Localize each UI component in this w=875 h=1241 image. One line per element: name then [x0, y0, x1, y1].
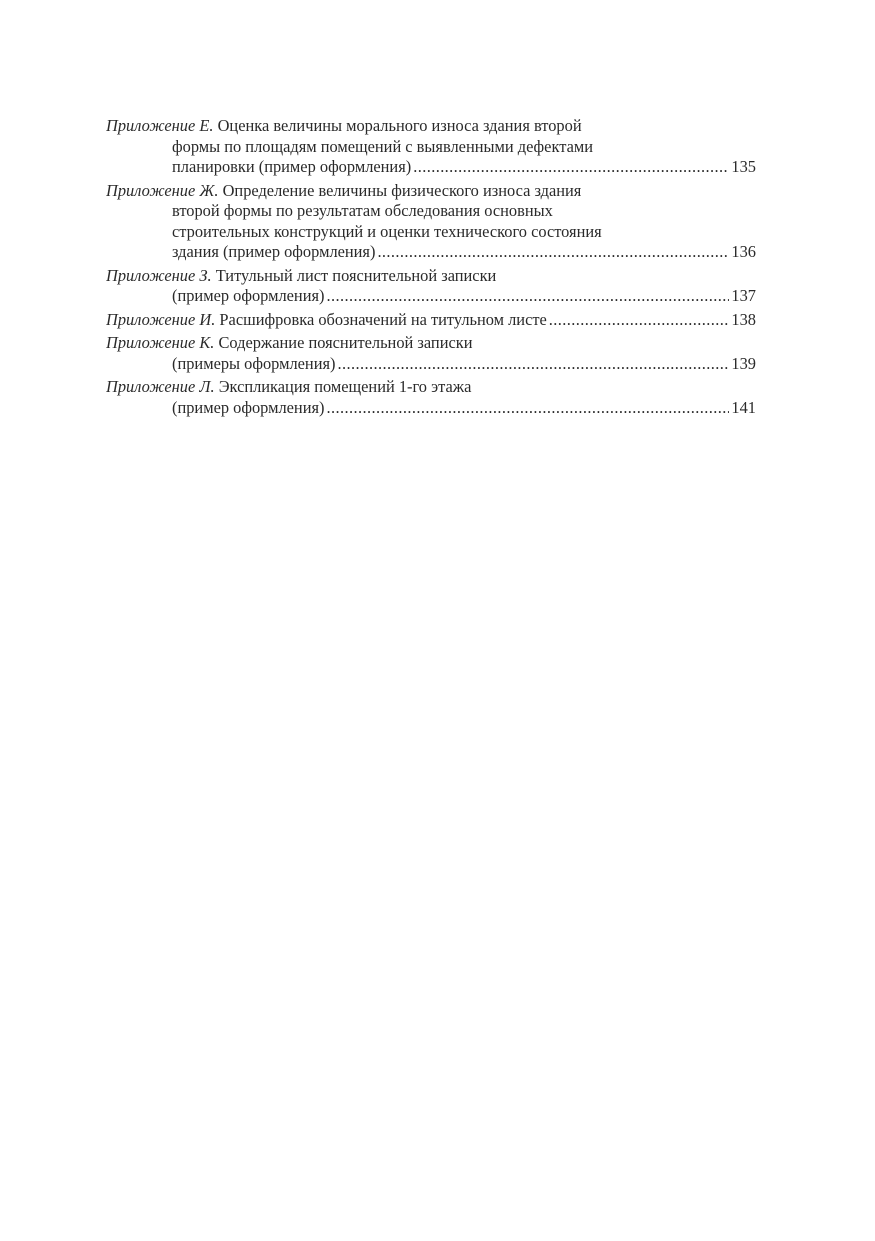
- entry-title-text: здания (пример оформления): [172, 242, 376, 261]
- dot-leader: [337, 354, 729, 375]
- entry-title-text: (пример оформления): [172, 397, 325, 417]
- toc-entry-first-line: [106, 181, 756, 202]
- toc-entry-last-line: [106, 157, 756, 178]
- entry-title-text: (примеры оформления): [172, 353, 336, 373]
- page-number: 138: [731, 309, 756, 329]
- page-number: 136: [731, 242, 756, 261]
- page-number: 135: [731, 157, 756, 176]
- dot-leader: [549, 310, 730, 331]
- page-number: 139: [731, 353, 756, 373]
- toc-entry-first-line: [106, 266, 756, 287]
- toc-entry-appendix-zh[interactable]: [106, 181, 756, 263]
- appendix-label: Приложение Л.: [106, 377, 215, 396]
- entry-title-text: Определение величины физического износа здания: [222, 180, 582, 200]
- entry-title-text: (пример оформления): [172, 286, 325, 305]
- toc-entry-first-line: [106, 377, 756, 398]
- dot-leader: [377, 242, 729, 263]
- toc-entry-last-line: [106, 286, 756, 307]
- toc-entry-appendix-i[interactable]: [106, 310, 756, 331]
- toc-entry-appendix-l[interactable]: [106, 377, 756, 418]
- appendix-label: Приложение К.: [106, 333, 215, 352]
- dot-leader: [413, 157, 729, 178]
- entry-title-continuation: формы по площадям помещений с выявленными дефектами: [172, 136, 593, 156]
- toc-entry-last-line: [106, 398, 756, 419]
- dot-leader: [326, 286, 729, 307]
- entry-title-text: Титульный лист пояснительной записки: [215, 265, 497, 285]
- appendix-label: Приложение И.: [106, 309, 216, 329]
- entry-title-text: Оценка величины морального износа здания второй: [217, 116, 582, 135]
- appendix-label: Приложение Е.: [106, 116, 214, 135]
- toc-entry-first-line: [106, 116, 756, 137]
- page-number: 141: [731, 397, 756, 417]
- entry-title-text: планировки (пример оформления): [172, 157, 412, 176]
- toc-entry-appendix-k[interactable]: [106, 333, 756, 374]
- table-of-contents: [106, 116, 756, 421]
- page-number: 137: [731, 286, 756, 305]
- toc-entry-single-line: [106, 310, 756, 331]
- entry-title-text: Содержание пояснительной записки: [218, 333, 473, 352]
- entry-title-continuation: второй формы по результатам обследования основных: [172, 201, 553, 220]
- entry-title-text: Расшифровка обозначений на титульном листе: [219, 309, 547, 329]
- entry-title-continuation: строительных конструкций и оценки технического состояния: [172, 221, 602, 241]
- toc-entry-last-line: [106, 354, 756, 375]
- dot-leader: [326, 398, 729, 419]
- appendix-label: Приложение Ж.: [106, 180, 219, 200]
- toc-entry-first-line: [106, 333, 756, 354]
- toc-entry-appendix-e[interactable]: [106, 116, 756, 178]
- toc-entry-last-line: [106, 242, 756, 263]
- toc-entry-appendix-z[interactable]: [106, 266, 756, 307]
- entry-title-text: Экспликация помещений 1-го этажа: [218, 377, 472, 396]
- entry-title-group: [106, 310, 547, 331]
- appendix-label: Приложение З.: [106, 265, 212, 285]
